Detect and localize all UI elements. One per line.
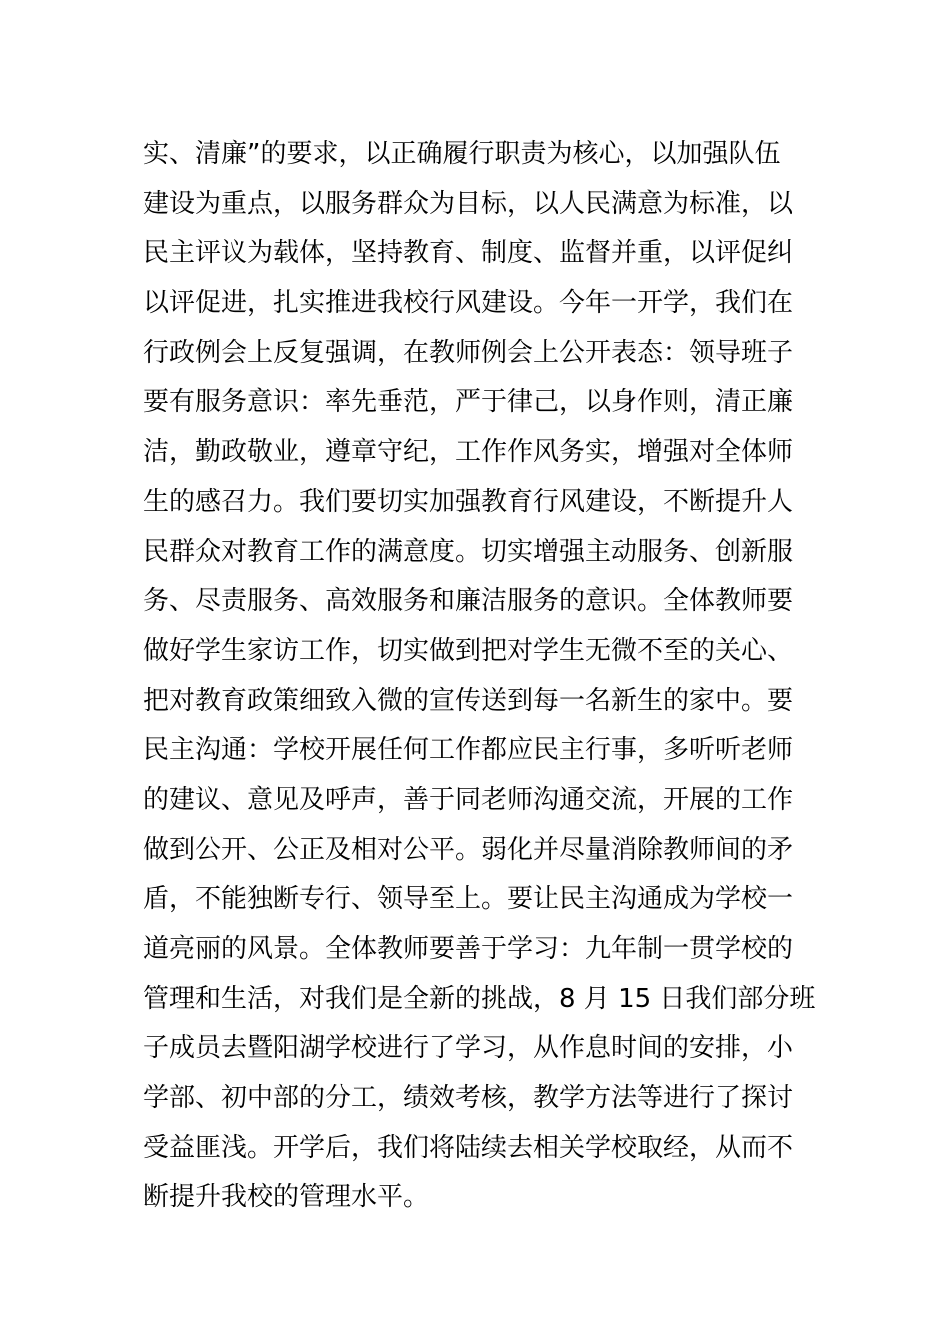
text-line-18: 管理和生活，对我们是全新的挑战，8 月 15 日我们部分班	[143, 983, 816, 1014]
text-line-17: 道亮丽的风景。全体教师要善于学习：九年制一贯学校的	[143, 934, 794, 964]
text-line-10: 务、尽责服务、高效服务和廉洁服务的意识。全体教师要	[143, 586, 794, 617]
text-line-1: 实、清廉”的要求，以正确履行职责为核心，以加强队伍	[143, 139, 781, 169]
text-line-13: 民主沟通：学校开展任何工作都应民主行事，多听听老师	[143, 735, 794, 766]
text-line-6: 要有服务意识：率先垂范，严于律己，以身作则，清正廉	[143, 387, 794, 418]
text-line-5: 行政例会上反复强调，在教师例会上公开表态：领导班子	[143, 337, 794, 368]
text-line-3: 民主评议为载体，坚持教育、制度、监督并重，以评促纠	[143, 238, 794, 269]
text-line-2: 建设为重点，以服务群众为目标，以人民满意为标准，以	[143, 188, 794, 219]
body-paragraph	[143, 130, 823, 1223]
text-line-22: 断提升我校的管理水平。	[143, 1182, 430, 1213]
text-line-12: 把对教育政策细致入微的宣传送到每一名新生的家中。要	[143, 685, 794, 716]
text-line-16: 盾，不能独断专行、领导至上。要让民主沟通成为学校一	[143, 884, 794, 915]
text-line-9: 民群众对教育工作的满意度。切实增强主动服务、创新服	[143, 536, 794, 567]
text-line-15: 做到公开、公正及相对公平。弱化并尽量消除教师间的矛	[143, 834, 794, 865]
text-line-20: 学部、初中部的分工，绩效考核，教学方法等进行了探讨	[143, 1083, 794, 1114]
text-line-19: 子成员去暨阳湖学校进行了学习，从作息时间的安排，小	[143, 1033, 794, 1064]
text-line-14: 的建议、意见及呼声，善于同老师沟通交流，开展的工作	[143, 784, 794, 815]
text-line-8: 生的感召力。我们要切实加强教育行风建设，不断提升人	[143, 486, 794, 517]
text-line-7: 洁，勤政敬业，遵章守纪，工作作风务实，增强对全体师	[143, 437, 794, 468]
text-line-21: 受益匪浅。开学后，我们将陆续去相关学校取经，从而不	[143, 1132, 794, 1163]
text-line-4: 以评促进，扎实推进我校行风建设。今年一开学，我们在	[143, 288, 794, 319]
text-line-11: 做好学生家访工作，切实做到把对学生无微不至的关心、	[143, 635, 794, 666]
